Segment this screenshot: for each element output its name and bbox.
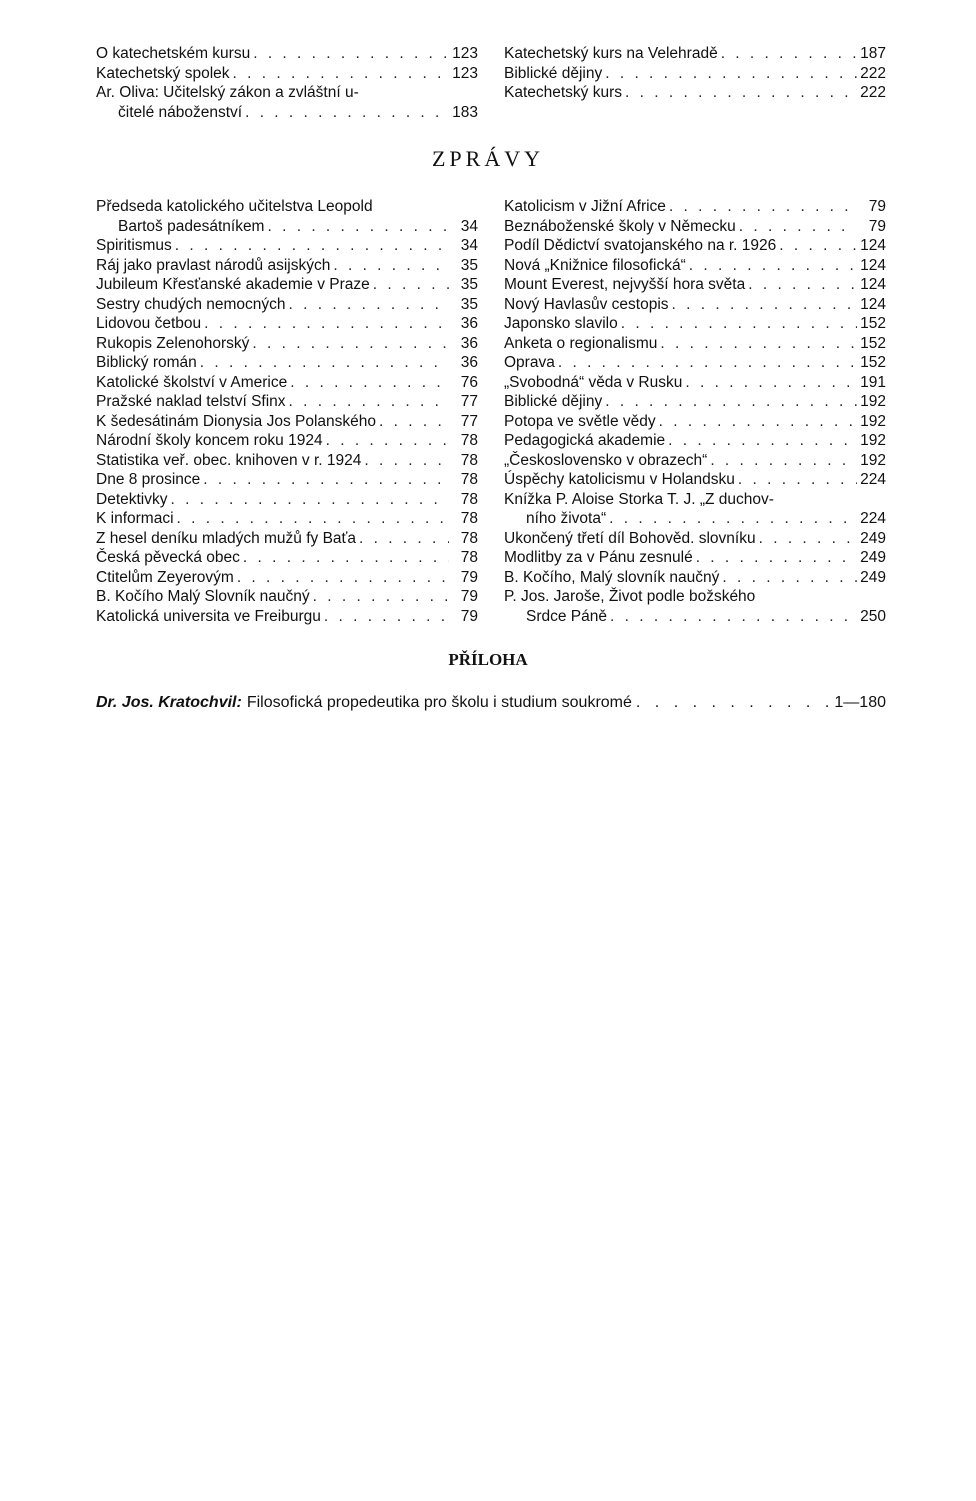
toc-entry [504, 197, 886, 217]
toc-entry [96, 529, 478, 549]
toc-entry [96, 275, 478, 295]
toc-entry [96, 314, 478, 334]
entry-title: Ctitelům Zeyerovým [96, 568, 234, 586]
entry-title: Knížka P. Aloise Storka T. J. „Z duchov- [504, 490, 774, 508]
toc-entry [96, 83, 478, 103]
toc-entry [96, 236, 478, 256]
zpravy-left-column [96, 197, 478, 626]
entry-page: 152 [860, 315, 886, 332]
entry-page: 79 [460, 607, 478, 625]
toc-entry [96, 353, 478, 373]
entry-title: Katolické školství v Americe [96, 373, 288, 391]
entry-title: Katechetský spolek [96, 64, 230, 82]
entry-title: Jubileum Křesťanské akademie v Praze [96, 276, 370, 293]
toc-entry [96, 64, 478, 84]
entry-title: Biblický román [96, 354, 197, 371]
entry-page: 192 [860, 412, 886, 430]
toc-entry [96, 607, 478, 627]
toc-entry [504, 334, 886, 354]
entry-title: „Československo v obrazech“ [504, 451, 708, 469]
appendix-pages: 1—180 [834, 694, 886, 711]
appendix-author: Dr. Jos. Kratochvil: [96, 694, 242, 711]
toc-entry [504, 44, 886, 64]
entry-title: Podíl Dědictví svatojanského na r. 1926 [504, 237, 777, 254]
toc-entry [504, 256, 886, 276]
entry-title: Biblické dějiny [504, 393, 603, 410]
entry-title: Česká pěvecká obec [96, 549, 240, 566]
entry-title: čitelé náboženství [118, 103, 243, 121]
entry-title: Bartoš padesátníkem [118, 217, 265, 235]
entry-page: 222 [860, 84, 886, 101]
toc-entry [504, 392, 886, 412]
entry-title: Rukopis Zelenohorský [96, 334, 250, 352]
toc-entry [504, 529, 886, 549]
toc-entry [504, 295, 886, 315]
entry-title: Nová „Knižnice filosofická“ [504, 256, 686, 274]
toc-entry [504, 490, 886, 510]
section-heading-zpravy: ZPRÁVY [431, 146, 544, 171]
entry-page: 79 [460, 588, 478, 605]
entry-page: 249 [860, 568, 886, 586]
entry-page: 35 [460, 295, 478, 313]
toc-entry [96, 256, 478, 276]
toc-entry [504, 412, 886, 432]
toc-entry [504, 83, 886, 103]
entry-page: 192 [860, 393, 886, 410]
entry-title: Statistika veř. obec. knihoven v r. 1924 [96, 451, 362, 469]
toc-entry [504, 275, 886, 295]
entry-title: Národní školy koncem roku 1924 [96, 432, 323, 449]
toc-entry [96, 334, 478, 354]
entry-page: 124 [860, 276, 886, 293]
entry-page: 224 [860, 510, 886, 527]
toc-entry-continuation [504, 509, 886, 529]
entry-title: Ráj jako pravlast národů asijských [96, 256, 331, 274]
entry-title: Beznáboženské školy v Německu [504, 217, 736, 235]
entry-title: Ar. Oliva: Učitelský zákon a zvláštní u- [96, 84, 359, 101]
entry-title: Modlitby za v Pánu zesnulé [504, 549, 693, 566]
entry-title: Katechetský kurs na Velehradě [504, 45, 718, 62]
toc-entry [504, 236, 886, 256]
entry-title: K šedesátinám Dionysia Jos Polanského [96, 412, 377, 430]
entry-page: 249 [860, 529, 886, 547]
toc-entry [504, 373, 886, 393]
entry-title: „Svobodná“ věda v Rusku [504, 373, 683, 391]
toc-entry [96, 373, 478, 393]
entry-page: 79 [868, 217, 886, 235]
contents-top-right [504, 44, 886, 103]
toc-entry [504, 353, 886, 373]
entry-page: 77 [460, 393, 478, 410]
section-heading-priloha: PŘÍLOHA [448, 650, 528, 669]
entry-title: Ukončený třetí díl Bohověd. slovníku [504, 529, 756, 547]
entry-title: Japonsko slavilo [504, 315, 618, 332]
entry-page: 34 [460, 237, 478, 254]
entry-title: Katechetský kurs [504, 84, 623, 101]
entry-page: 76 [460, 373, 478, 391]
entry-title: Sestry chudých nemocných [96, 295, 286, 313]
entry-title: Biblické dějiny [504, 64, 603, 82]
toc-entry [504, 470, 886, 490]
entry-page: 78 [460, 549, 478, 566]
entry-page: 249 [860, 549, 886, 566]
entry-page: 36 [460, 315, 478, 332]
entry-title: Spiritismus [96, 237, 172, 254]
entry-page: 124 [860, 237, 886, 254]
entry-page: 78 [460, 490, 478, 508]
entry-title: Dne 8 prosince [96, 471, 201, 488]
entry-page: 123 [452, 64, 478, 82]
toc-entry [504, 451, 886, 471]
toc-entry [504, 587, 886, 607]
entry-page: 78 [460, 529, 478, 547]
entry-page: 34 [460, 217, 478, 235]
toc-entry [96, 470, 478, 490]
entry-title: Úspěchy katolicismu v Holandsku [504, 471, 735, 488]
entry-page: 35 [460, 256, 478, 274]
entry-page: 124 [860, 295, 886, 313]
entry-page: 36 [460, 354, 478, 371]
entry-page: 77 [460, 412, 478, 430]
entry-title: Z hesel deníku mladých mužů fy Baťa [96, 529, 356, 547]
entry-title: B. Kočího, Malý slovník naučný [504, 568, 720, 586]
entry-page: 152 [860, 334, 886, 352]
entry-title: Předseda katolického učitelstva Leopold [96, 198, 373, 215]
toc-entry-continuation [96, 103, 478, 123]
toc-entry [96, 490, 478, 510]
entry-page: 78 [460, 471, 478, 488]
entry-title: K informaci [96, 510, 174, 527]
toc-entry [504, 217, 886, 237]
toc-entry [96, 44, 478, 64]
toc-entry-continuation [96, 217, 478, 237]
entry-title: Oprava [504, 354, 555, 371]
entry-title: Srdce Páně [526, 607, 607, 625]
entry-page: 79 [460, 568, 478, 586]
toc-entry [96, 412, 478, 432]
entry-page: 191 [860, 373, 886, 391]
toc-entry [504, 548, 886, 568]
entry-title: Pedagogická akademie [504, 432, 666, 449]
entry-title: Mount Everest, nejvyšší hora světa [504, 276, 746, 293]
entry-title: Katolická universita ve Freiburgu [96, 607, 321, 625]
toc-entry [96, 451, 478, 471]
toc-entry [504, 568, 886, 588]
entry-page: 79 [868, 198, 886, 215]
toc-entry [504, 314, 886, 334]
entry-title: O katechetském kursu [96, 45, 251, 62]
entry-page: 183 [452, 103, 478, 121]
appendix-title: Filosofická propedeutika pro školu i studium soukromé [246, 694, 632, 711]
toc-entry [96, 197, 478, 217]
entry-page: 192 [860, 432, 886, 449]
toc-entry [96, 587, 478, 607]
entry-title: Potopa ve světle vědy [504, 412, 656, 430]
zpravy-right-column [504, 197, 886, 626]
entry-title: P. Jos. Jaroše, Život podle božského [504, 588, 756, 605]
entry-page: 123 [452, 45, 478, 62]
appendix-entry [96, 694, 886, 712]
entry-title: Detektivky [96, 490, 168, 508]
entry-page: 78 [460, 451, 478, 469]
entry-title: ního života“ [526, 510, 607, 527]
contents-top-left [96, 44, 478, 122]
entry-page: 35 [460, 276, 478, 293]
toc-entry [96, 431, 478, 451]
entry-page: 187 [860, 45, 886, 62]
entry-title: Nový Havlasův cestopis [504, 295, 669, 313]
entry-page: 224 [860, 471, 886, 488]
entry-title: Katolicism v Jižní Africe [504, 198, 666, 215]
entry-title: B. Kočího Malý Slovník naučný [96, 588, 310, 605]
toc-entry [504, 431, 886, 451]
entry-title: Lidovou četbou [96, 315, 202, 332]
toc-entry-continuation [504, 607, 886, 627]
entry-page: 192 [860, 451, 886, 469]
toc-entry [96, 295, 478, 315]
entry-title: Anketa o regionalismu [504, 334, 658, 352]
entry-page: 250 [860, 607, 886, 625]
toc-entry [96, 568, 478, 588]
entry-page: 36 [460, 334, 478, 352]
entry-page: 222 [860, 64, 886, 82]
toc-entry [504, 64, 886, 84]
entry-page: 124 [860, 256, 886, 274]
entry-title: Pražské naklad telství Sfinx [96, 393, 286, 410]
entry-page: 78 [460, 510, 478, 527]
entry-page: 78 [460, 432, 478, 449]
toc-entry [96, 509, 478, 529]
entry-page: 152 [860, 354, 886, 371]
toc-entry [96, 392, 478, 412]
toc-entry [96, 548, 478, 568]
